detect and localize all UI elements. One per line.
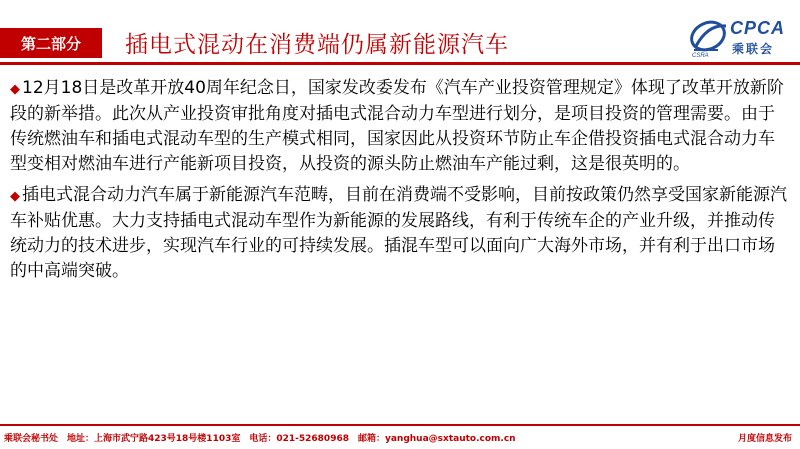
footer-contact: 乘联会秘书处 地址：上海市武宁路423号18号楼1103室 电话：021-52680968 邮箱：yanghua@sxtauto.com.cn bbox=[4, 434, 516, 444]
slide-header bbox=[0, 0, 800, 64]
cpca-logo bbox=[688, 16, 793, 60]
logo-cn-text: 乘联会 bbox=[732, 42, 775, 56]
header-divider bbox=[0, 62, 800, 65]
paragraph-1 bbox=[10, 76, 790, 177]
diamond-bullet-icon: ◆ bbox=[10, 189, 20, 204]
logo-text: CPCA bbox=[730, 18, 786, 38]
svg-text:CSRA: CSRA bbox=[692, 53, 709, 58]
paragraph-text: 12月18日是改革开放40周年纪念日，国家发改委发布《汽车产业投资管理规定》体现了改革开放新阶段的新举措。此次从产业投资审批角度对插电式混合动力车型进行划分，是项目投资的管理需要。由于传统燃油车和插电式混动车型的生产模式相同，国家因此从投资环节防止车企借投资插电式混合动力车型变相对燃油车进行产能新项目投资，从投资的源头防止燃油车产能过剩，这是很英明的。 bbox=[10, 78, 784, 174]
paragraph-2 bbox=[10, 183, 790, 284]
slide-body bbox=[10, 76, 790, 290]
footer-label: 月度信息发布 bbox=[737, 434, 792, 444]
page-title: 插电式混动在消费端仍属新能源汽车 bbox=[125, 32, 509, 58]
logo-emblem-icon bbox=[688, 16, 732, 58]
diamond-bullet-icon: ◆ bbox=[10, 82, 20, 97]
footer-divider bbox=[0, 424, 800, 426]
section-tag: 第二部分 bbox=[0, 28, 102, 58]
paragraph-text: 插电式混合动力汽车属于新能源汽车范畴，目前在消费端不受影响，目前按政策仍然享受国家新能源汽车补贴优惠。大力支持插电式混动车型作为新能源的发展路线，有利于传统车企的产业升级，并推动传统动力的技术进步，实现汽车行业的可持续发展。插混车型可以面向广大海外市场，并有利于出口市场的中高端突破。 bbox=[10, 185, 787, 281]
